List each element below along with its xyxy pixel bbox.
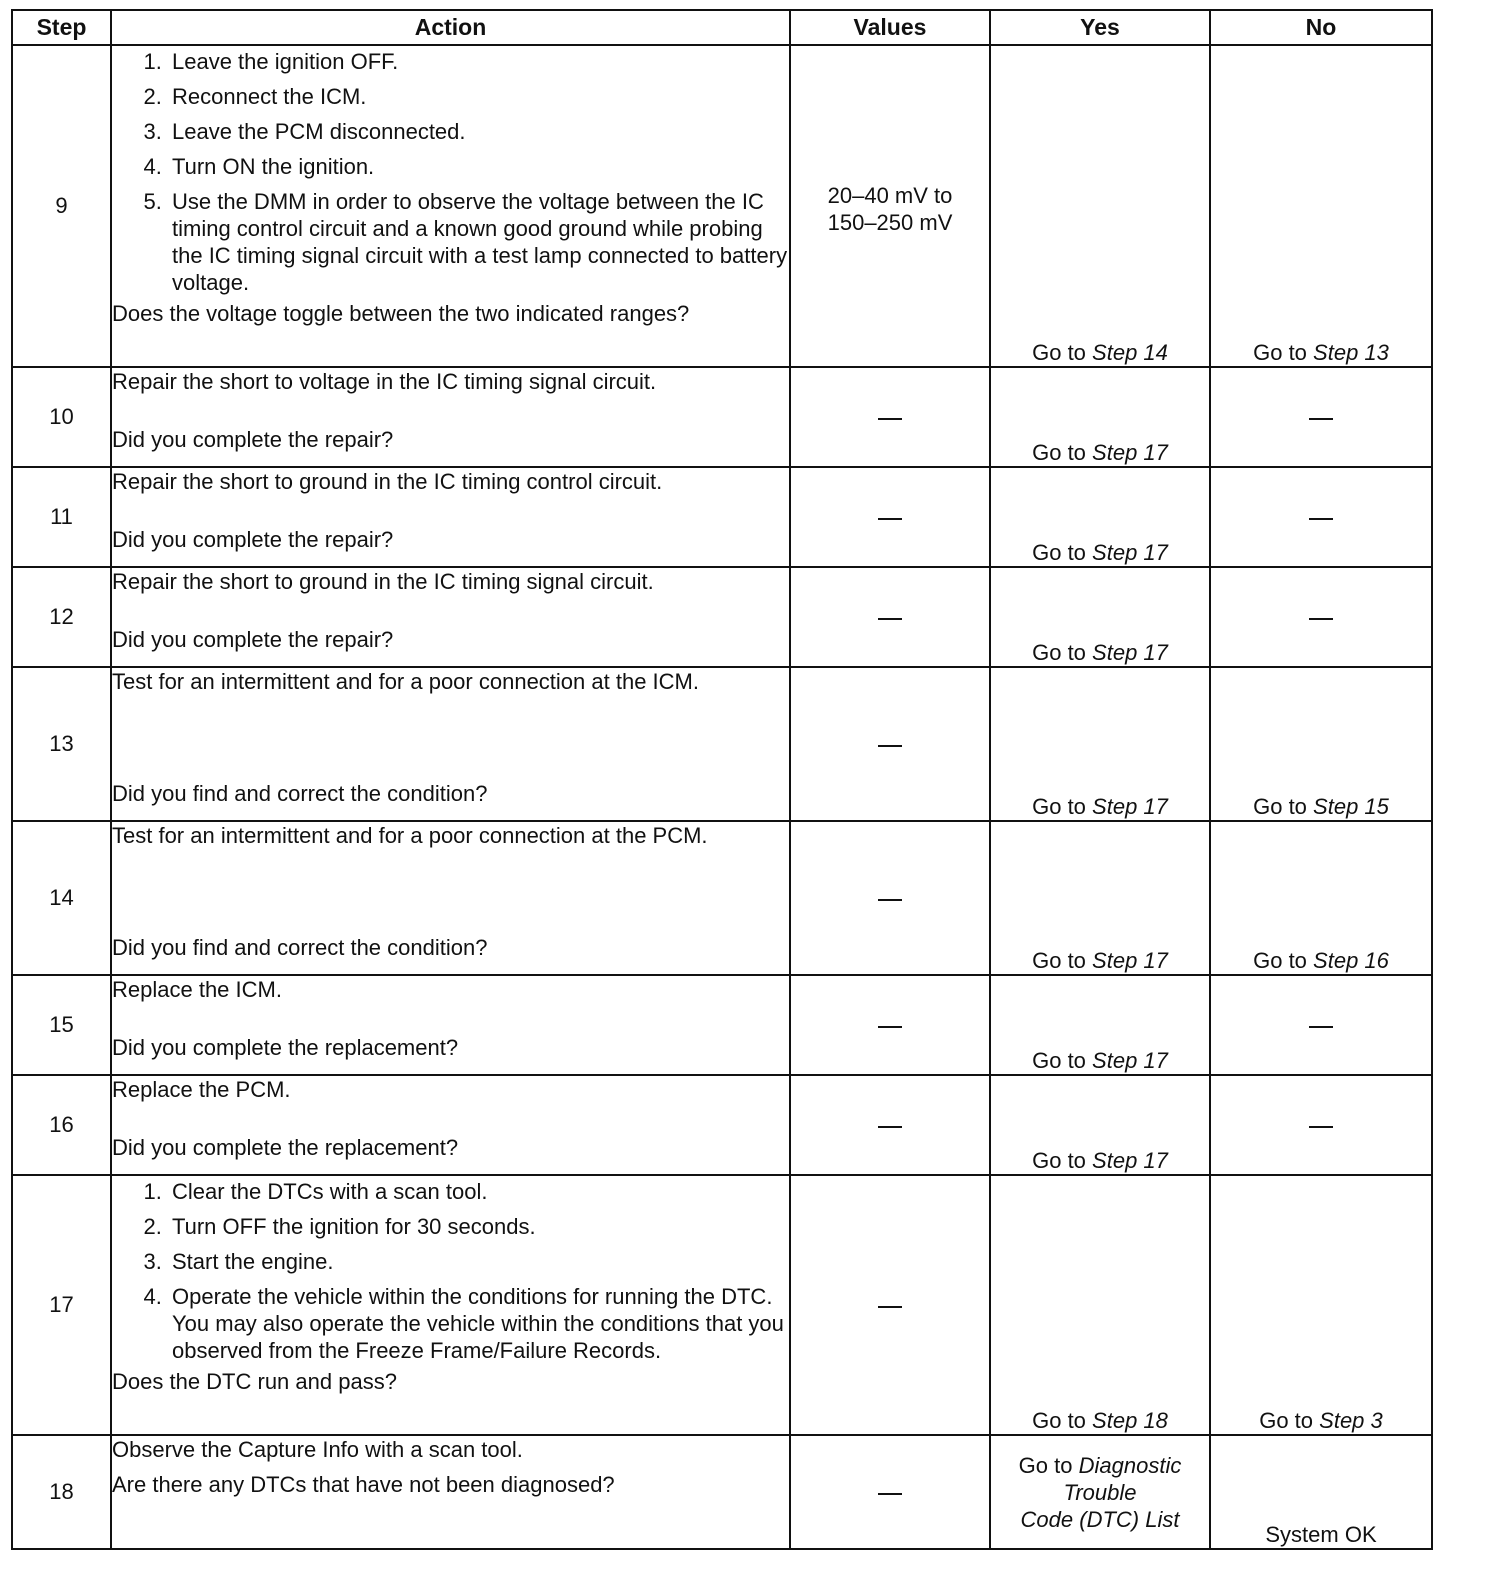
dash-mark [878, 745, 902, 747]
yes-cell [990, 1075, 1210, 1175]
dash-mark [878, 1026, 902, 1028]
action-question: Did you find and correct the condition? [112, 935, 488, 960]
dash-mark [1309, 1026, 1333, 1028]
action-text: Test for an intermittent and for a poor connection at the PCM. [112, 823, 708, 848]
no-cell [1210, 367, 1432, 467]
dash-mark [1309, 618, 1333, 620]
table-row [12, 1435, 1432, 1549]
action-question: Are there any DTCs that have not been diagnosed? [112, 1472, 615, 1497]
action-cell [111, 821, 790, 975]
action-question: Did you find and correct the condition? [112, 781, 488, 806]
values-cell [790, 567, 990, 667]
yes-cell [990, 821, 1210, 975]
action-question: Does the voltage toggle between the two indicated ranges? [112, 301, 690, 326]
table-row [12, 821, 1432, 975]
action-text: Test for an intermittent and for a poor connection at the ICM. [112, 669, 699, 694]
goto-target: Step 17 [1092, 640, 1168, 665]
goto-target: Code (DTC) List [1020, 1506, 1180, 1532]
table-row [12, 45, 1432, 367]
yes-cell [990, 1175, 1210, 1435]
list-item: 3. Leave the PCM disconnected. [168, 118, 789, 145]
goto-prefix: Go to [1032, 1408, 1086, 1433]
goto-prefix: Go to [1032, 948, 1086, 973]
step-number: 10 [12, 367, 111, 467]
action-cell [111, 567, 790, 667]
table-row [12, 1075, 1432, 1175]
action-text: Replace the ICM. [112, 977, 282, 1002]
header-step: Step [12, 10, 111, 45]
goto-link[interactable] [1032, 948, 1168, 973]
list-item: 1. Leave the ignition OFF. [168, 48, 789, 75]
header-yes: Yes [990, 10, 1210, 45]
action-cell [111, 367, 790, 467]
action-cell [111, 45, 790, 367]
list-item: 3. Start the engine. [168, 1248, 789, 1275]
action-question: Did you complete the replacement? [112, 1135, 459, 1160]
step-number: 12 [12, 567, 111, 667]
action-cell [111, 975, 790, 1075]
goto-target: Step 13 [1313, 340, 1389, 365]
step-number: 18 [12, 1435, 111, 1549]
goto-prefix: Go to [1032, 440, 1086, 465]
yes-cell [990, 1435, 1210, 1549]
no-cell [1210, 821, 1432, 975]
header-row [12, 10, 1432, 45]
dash-mark [878, 1306, 902, 1308]
action-question: Did you complete the repair? [112, 427, 394, 452]
dash-mark [878, 418, 902, 420]
action-cell [111, 1075, 790, 1175]
goto-target: Step 17 [1092, 794, 1168, 819]
list-item: 2. Turn OFF the ignition for 30 seconds. [168, 1213, 789, 1240]
goto-target: Step 17 [1092, 948, 1168, 973]
dash-mark [1309, 418, 1333, 420]
yes-cell [990, 975, 1210, 1075]
values-cell [790, 45, 990, 367]
goto-prefix: Go to [1253, 948, 1307, 973]
goto-link[interactable] [1019, 1453, 1182, 1532]
goto-target: Step 17 [1092, 1048, 1168, 1073]
header-action: Action [111, 10, 790, 45]
goto-target: Step 17 [1092, 1148, 1168, 1173]
action-text: Replace the PCM. [112, 1077, 291, 1102]
action-question: Did you complete the repair? [112, 627, 394, 652]
list-item: 1. Clear the DTCs with a scan tool. [168, 1178, 789, 1205]
goto-target: Diagnostic [1078, 1452, 1182, 1478]
step-number: 17 [12, 1175, 111, 1435]
values-cell [790, 1435, 990, 1549]
action-cell [111, 467, 790, 567]
yes-cell [990, 45, 1210, 367]
goto-link[interactable] [1032, 640, 1168, 665]
table-row [12, 467, 1432, 567]
step-number: 11 [12, 467, 111, 567]
goto-link[interactable] [1032, 1408, 1168, 1433]
action-cell [111, 667, 790, 821]
goto-prefix: Go to [1032, 1048, 1086, 1073]
system-ok-text: System OK [1265, 1522, 1377, 1547]
goto-link[interactable] [1032, 794, 1168, 819]
goto-link[interactable] [1032, 540, 1168, 565]
dash-mark [1309, 518, 1333, 520]
goto-prefix: Go to [1018, 1452, 1073, 1478]
step-number: 15 [12, 975, 111, 1075]
no-cell [1210, 667, 1432, 821]
no-cell [1210, 1175, 1432, 1435]
goto-link[interactable] [1032, 1048, 1168, 1073]
goto-prefix: Go to [1253, 794, 1307, 819]
goto-target: Step 3 [1319, 1408, 1383, 1433]
no-cell [1210, 467, 1432, 567]
goto-prefix: Go to [1259, 1408, 1314, 1433]
goto-link[interactable] [1032, 1148, 1168, 1173]
list-item: 5. Use the DMM in order to observe the voltage between the IC timing control circuit and a known good ground while probing the IC timing signal circuit with a test lamp connected to battery voltage. [168, 188, 789, 296]
goto-target: Step 17 [1092, 440, 1168, 465]
goto-target: Step 14 [1092, 340, 1168, 365]
dash-mark [1309, 1126, 1333, 1128]
goto-link[interactable] [1259, 1408, 1383, 1433]
goto-prefix: Go to [1032, 340, 1086, 365]
goto-prefix: Go to [1032, 1148, 1086, 1173]
yes-cell [990, 367, 1210, 467]
values-cell [790, 1075, 990, 1175]
goto-prefix: Go to [1032, 794, 1086, 819]
step-number: 16 [12, 1075, 111, 1175]
table-row [12, 975, 1432, 1075]
dash-mark [878, 1126, 902, 1128]
goto-link[interactable] [1032, 440, 1168, 465]
action-list [112, 1178, 789, 1364]
action-question: Did you complete the repair? [112, 527, 394, 552]
action-text: Repair the short to ground in the IC timing control circuit. [112, 469, 663, 494]
values-cell [790, 367, 990, 467]
header-values: Values [790, 10, 990, 45]
goto-target: Step 16 [1313, 948, 1389, 973]
yes-cell [990, 467, 1210, 567]
dash-mark [878, 899, 902, 901]
goto-link[interactable] [1253, 948, 1389, 973]
dash-mark [878, 1493, 902, 1495]
goto-prefix: Go to [1032, 640, 1086, 665]
goto-link[interactable] [1253, 794, 1389, 819]
list-item: 4. Turn ON the ignition. [168, 153, 789, 180]
goto-target: Step 15 [1313, 794, 1389, 819]
values-cell [790, 467, 990, 567]
list-item: 2. Reconnect the ICM. [168, 83, 789, 110]
no-cell [1210, 1435, 1432, 1549]
action-question: Does the DTC run and pass? [112, 1369, 397, 1394]
values-cell [790, 975, 990, 1075]
dash-mark [878, 618, 902, 620]
dash-mark [878, 518, 902, 520]
goto-link[interactable] [1253, 340, 1389, 365]
action-text: Repair the short to voltage in the IC timing signal circuit. [112, 369, 657, 394]
goto-prefix: Go to [1253, 340, 1307, 365]
value-line: 150–250 mV [827, 210, 953, 235]
goto-link[interactable] [1032, 340, 1168, 365]
yes-cell [990, 667, 1210, 821]
step-number: 9 [12, 45, 111, 367]
action-text: Repair the short to ground in the IC timing signal circuit. [112, 569, 654, 594]
action-cell [111, 1175, 790, 1435]
no-cell [1210, 567, 1432, 667]
no-cell [1210, 975, 1432, 1075]
goto-prefix: Go to [1032, 540, 1086, 565]
step-number: 14 [12, 821, 111, 975]
no-cell [1210, 45, 1432, 367]
table-row [12, 367, 1432, 467]
step-number: 13 [12, 667, 111, 821]
list-item: 4. Operate the vehicle within the conditions for running the DTC. You may also operate the vehicle within the conditions that you observed from the Freeze Frame/Failure Records. [168, 1283, 789, 1364]
table-row [12, 1175, 1432, 1435]
action-cell [111, 1435, 790, 1549]
goto-target: Step 18 [1092, 1408, 1168, 1433]
goto-target: Trouble [1063, 1479, 1137, 1505]
values-cell [790, 667, 990, 821]
action-list [112, 48, 789, 296]
values-cell [790, 1175, 990, 1435]
header-no: No [1210, 10, 1432, 45]
table-row [12, 567, 1432, 667]
yes-cell [990, 567, 1210, 667]
no-cell [1210, 1075, 1432, 1175]
goto-target: Step 17 [1092, 540, 1168, 565]
action-question: Did you complete the replacement? [112, 1035, 459, 1060]
values-cell [790, 821, 990, 975]
value-line: 20–40 mV to [827, 183, 953, 208]
action-text: Observe the Capture Info with a scan tool. [112, 1437, 523, 1462]
diagnostic-table [11, 9, 1433, 1550]
table-row [12, 667, 1432, 821]
